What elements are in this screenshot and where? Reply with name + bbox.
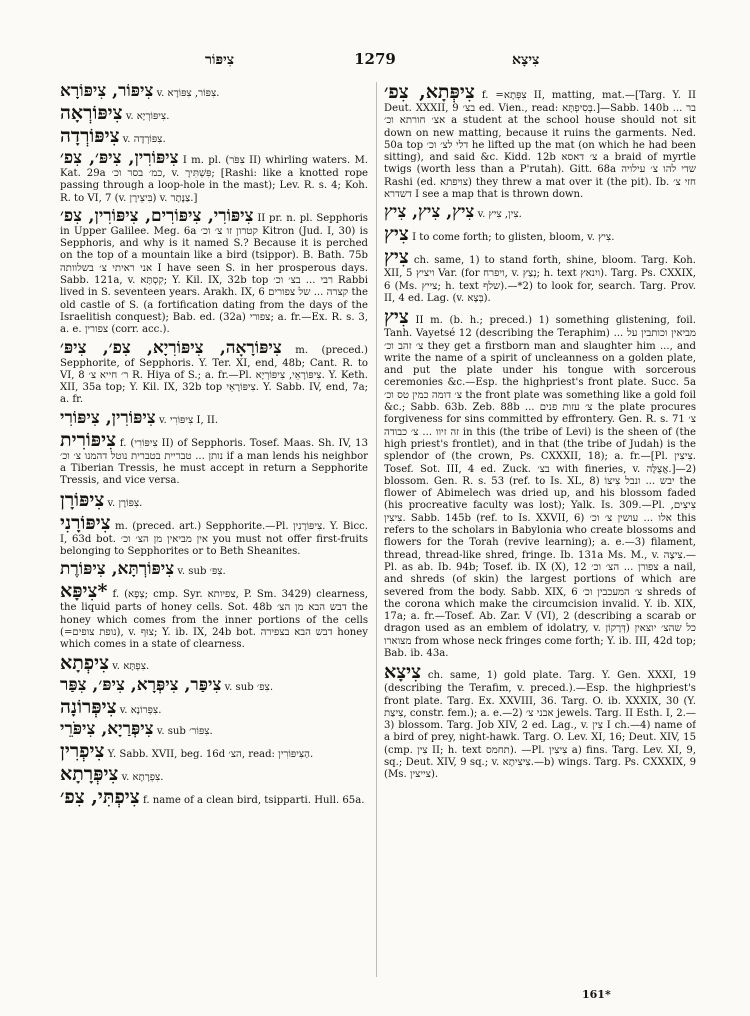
dictionary-entry — [60, 764, 368, 785]
entry-definition: f. =צִפְּתָא II, matting, mat.—[Targ. Y. II Deut. XXXII, 9 בצ׳ ed. Vien., read: בְּסִיפְתָּא.]—Sabb. 140b בר ... אצ׳ חורתא וכ׳ a student at the school house should not sit down on new matting, because it ruins the garments. Ned. 50a top דלי לצ׳ וכ׳ he lifted up the mat (on which he had been sitting), and said &c. Kidd. 12b צ׳ דאסא a braid of myrtle twigs (worth less than a P'rutah). Gitt. 68a שדי להו צ׳ עילויה Rashi (ed. צויפתא) they threw a mat over it (the pit). Ib. חזי צ׳ דשדרא I see a map that is thrown down. — [384, 90, 696, 201]
entry-definition: Y. Sabb. XVII, beg. 16d הצ׳, read: הַצִּיפּוֹרִין. — [107, 749, 314, 761]
entry-headword: צִיץ — [384, 306, 409, 329]
entry-definition: II pr. n. pl. Sepphoris in Upper Galilee. Meg. 6a קטרון זו צ׳ וכ׳ Kitron (Jud. I, 30) is Sepphoris, and why is it named S.? Because it is perched on the top of a mountain like a bird (tsippor). B. Bath. 75b אני ראיתי צ׳ בשלוותה I have seen S. in her prosperous days. Sabb. 121a, v. קִסְתָּא; Y. Kil. IX, 32b top רבי ... בצ׳ וכ׳ Rabbi lived in S. seventeen years. Arakh. IX, 6 קצרה ... של צפורים the old castle of S. (a fortification dating from the days of the Israelitish conquest); Bab. ed. (32a) צפורי; a. fr.—Ex. R. s. 3, a. e. צפורין (corr. acc.). — [60, 212, 368, 336]
entry-headword: צִיפְּרוֹנָה — [60, 696, 117, 719]
entry-definition: m. (preced.) Sepphorite, of Sepphoris. Y. Ter. XI, end, 48b; Cant. R. to VI, 8 ר׳ חייא צ׳ R. Hiya of S.; a. fr.—Pl. צִיפּוֹרָאֵי, צִיפּוֹרְיָא. Y. Keth. XII, 35a top; Y. Kil. IX, 32b top צִיפּוֹרָאֵי. Y. Sabb. IV, end, 7a; a. fr. — [60, 344, 368, 406]
entry-definition: v. צִיפּוֹרִי I, II. — [158, 414, 219, 426]
entry-definition: m. (preced. art.) Sepphorite.—Pl. צִיפּוֹרָנִין. Y. Bicc. I, 63d bot. אין מביאין מן הצ׳ וכ׳ you must not offer first-fruits belonging to Sepphorites or to Beth Sheanites. — [60, 520, 368, 557]
entry-headword: צִיפּוֹרְאָה — [60, 102, 123, 124]
entry-headword: צִיפְתָא — [60, 652, 110, 675]
right-column — [384, 82, 696, 987]
entry-headword: צִיפּוֹרִית — [60, 428, 117, 451]
entry-headword: צִיפְּתָא, צִפ׳ — [384, 82, 475, 103]
dictionary-entry — [60, 82, 368, 101]
entry-definition: v. sub צִפ׳. — [224, 682, 274, 694]
entry-definition: v. sub צִפּ׳. — [177, 566, 226, 578]
dictionary-entry — [60, 513, 368, 559]
dictionary-entry — [60, 103, 368, 124]
dictionary-entry — [60, 560, 368, 579]
dictionary-entry — [60, 720, 368, 739]
dictionary-entry — [60, 653, 368, 674]
entry-headword: צִיפְּרָתָא — [60, 763, 119, 786]
entry-definition: v. צִפּוֹרְדָה. — [122, 134, 166, 145]
entry-definition: ch. same, 1) gold plate. Targ. Y. Gen. XXXI, 19 (describing the Terafim, v. preced.).—Esp. the highpriest's front plate. Targ. Ex. XXVIII, 36. Targ. O. ib. XXXIX, 30 (Y. צִיצַת, constr. fem.); a. e.—2) אבני צ׳ jewels. Targ. II Esth. I, 2.—3) blossom. Targ. Job XIV, 2 ed. Lag., v. צִין I ch.—4) name of a bird of prey, night-hawk. Targ. O. Lev. XI, 16; Deut. XIV, 15 (cmp. צִין II; h. text תחמס). —Pl. צִיצִין a) fins. Targ. Lev. XI, 9, sq.; Deut. XIV, 9 sq.; v. צִיצִיתָא.—b) wings. Targ. Ps. CXXXIX, 9 (Ms. צייצין). — [384, 670, 696, 781]
dictionary-entry — [384, 224, 696, 245]
entry-headword: צִיפּוֹרָנִי — [60, 511, 111, 534]
dictionary-entry — [60, 490, 368, 511]
entry-definition: I to come forth; to glisten, bloom, v. צִיץ. — [412, 232, 615, 244]
dictionary-entry — [60, 741, 368, 762]
entry-headword: צִיפַּר, צִיפְּרָא, צִיפּ׳, צִפַּר — [60, 675, 222, 696]
dictionary-entry — [60, 339, 368, 407]
dictionary-entry — [384, 247, 696, 305]
page-header — [0, 50, 750, 76]
dictionary-entry — [60, 676, 368, 695]
entry-headword: צִיצָא — [384, 661, 422, 684]
entry-definition: ch. same, 1) to stand forth, shine, bloom. Targ. Koh. XII, 5 ויציץ Var. (for ויפרח, v. נְצַץ; h. text ויִנאץ). Targ. Ps. CXXIX, 6 (Ms. צייץ; h. text שלף).—*2) to look for, search. Targ. Prov. II, 4 ed. Lag. (v. בְּצָא). — [384, 255, 696, 304]
entry-headword: צִיץ — [384, 246, 409, 269]
entry-definition: f. name of a clean bird, tsipparti. Hull. 65a. — [142, 795, 365, 807]
entry-definition: f. (צִיפּוֹרִי II) of Sepphoris. Tosef. Maas. Sh. IV, 13 נותן ... טבריית בטברית נוטל דהמנו צ׳ וכ׳ if a man lends his neighbor a Tiberian Tressis, he must accept in return a Sepphorite Tressis, and vice versa. — [60, 437, 368, 487]
dictionary-entry — [60, 581, 368, 651]
dictionary-entry — [60, 149, 368, 205]
dictionary-entry — [60, 697, 368, 718]
left-column — [60, 82, 368, 987]
entry-headword: צִיפְתִּי, צִפ׳ — [60, 786, 140, 809]
entry-definition: v. צִפְתָּא. — [112, 661, 150, 673]
dictionary-entry — [384, 82, 696, 201]
entry-headword: צִיפּוֹרִין, צִיפּ׳, צִפ׳ — [60, 148, 179, 168]
signature-mark: 161* — [582, 988, 611, 1001]
dictionary-entry — [384, 307, 696, 660]
dictionary-entry — [384, 203, 696, 222]
entry-headword: צִיפּוֹרִין, צִיפּוֹרִי — [60, 407, 156, 428]
entry-headword: צִיפְרִין — [60, 740, 105, 763]
entry-headword: צִיפְּרַיָא, צִיפֹּרֵי — [60, 719, 154, 740]
entry-definition: v. צִפְּרוֹנָא. — [119, 705, 162, 717]
dictionary-entry — [384, 662, 696, 781]
entry-definition: v. צִיפּוֹרְיָא. — [125, 111, 170, 122]
dictionary-entry — [60, 430, 368, 488]
right-running-head: צִיצָא — [512, 52, 540, 68]
entry-headword: צִיפּוֹרְדָה — [60, 125, 120, 147]
dictionary-entry — [60, 409, 368, 428]
entry-definition: v. צִפּוֹר, צִפּוֹרָא. — [156, 88, 220, 99]
entry-headword: צִיפּוֹרְתָּא, צִיפּוֹרֶת — [60, 559, 175, 580]
entry-definition: II m. (b. h.; preced.) 1) something glistening, foil. Tanh. Vayetsé 12 (describing the Teraphim) ... מביאין וכותבין על צ׳ זהב וכ׳ they get a firstborn man and slaughter him ..., and write the name of a spirit of uncleanness on a golden plate, and put the plate under his tongue with sorcerous ceremonies &c.—Esp. the highpriest's front plate. Succ. 5a צ׳ דומה כמין טס וכ׳ the front plate was something like a gold foil &c.; Sabb. 63b. Zeb. 88b ... צ׳ עזות פנים the plate procures forgiveness for sins committed by effrontery. Gen. R. s. 71 צ׳ זה זיוו ... צ׳ כבודה in this (the tribe of Levi) is the sheen of (the high priest's frontlet), and in that (the tribe of Judah) is the splendor of (the crown, Ps. CXXXII, 18); a. fr.—[Pl. צִיצִין. Tosef. Sot. III, 4 ed. Zuck. בצ׳ with fineries, v. אֲצֻלָּה.]—2) blossom. Gen. R. s. 53 (ref. to Is. XL, 8) יבש ... ונבל צִיצוֹ the flower of Abimelech was dried up, and his blossom faded (his procreative faculty was lost); Yalk. Is. 309.—Pl. צִיצִים, צִיצִין. Sabb. 145b (ref. to Is. XXVII, 6) אלו ... עושין צ׳ וכ׳ this refers to the scholars in Babylonia who create blossoms and flowers for the Torah (revive learning); a. e.—3) filament, thread, thread-like shred, fringe. Ib. 131a Ms. M., v. צִיצָה.—Pl. as ab. Ib. 94b; Tosef. ib. IX (X), 12 צפורן ... הצ׳ וכ׳ a nail, and shreds (of skin) the largest portions of which are severed from the body. Sabb. XIX, 6 צ׳ המעכבין וכ׳ shreds of the corona which make the circumcision invalid. Y. ib. XIX, 17a; a. fr.—Tosef. Ab. Zar. V (VI), 2 (describing a scarab or dragon used as an emblem of idolatry, v. דְּרָקוֹן) כל שהצ׳ יוצאין מצוארו from whose neck fringes come forth; Y. ib. III, 42d top; Bab. ib. 43a. — [384, 315, 696, 659]
entry-headword: *צִיפָּא — [60, 580, 108, 603]
dictionary-entry — [60, 207, 368, 337]
entry-headword: צִיץ — [384, 223, 409, 246]
column-divider — [376, 82, 377, 977]
dictionary-entry — [60, 787, 368, 808]
entry-definition: v. צִפְרָתָא. — [121, 772, 164, 784]
page-number: 1279 — [354, 50, 396, 68]
entry-headword: צִיפּוֹרִי, צִיפּוֹרִים, צִיפּוֹרִין, צִפ׳ — [60, 205, 254, 226]
entry-definition: v. sub צִפּוֹר׳. — [156, 726, 213, 738]
left-running-head: צִיפּוֹר — [205, 52, 235, 68]
dictionary-entry — [60, 126, 368, 147]
entry-headword: צִיפּוֹר, צִיפּוֹרָא — [60, 82, 154, 101]
entry-definition: v. צִפּוֹרֶן. — [107, 497, 143, 509]
entry-headword: צִיפּוֹרָן — [60, 488, 105, 511]
entry-definition: v. צִין, צִיץ. — [477, 209, 522, 221]
entry-headword: צִיץ, צִיץ, צִיץ — [384, 202, 475, 223]
entry-definition: I m. pl. (צִפֹּר II) whirling waters. M. Kat. 29a כמ׳ בסר וכ׳, v. פִּשְׁתִּירָ; [Rashi: like a knotted rope passing through a loop-hole in the mast); Lev. R. s. 4; Koh. R. to VI, 7 (v. בִּיצֵירָן) v. צַנֶּתָר.] — [60, 155, 368, 204]
entry-headword: צִיפּוֹרָאָה, צִיפּוֹרִיָא, צִפ׳, צִיפּ׳ — [60, 337, 282, 358]
entry-definition: f. (צְפָא; cmp. Syr. צפיותא, P. Sm. 3429) clearness, the liquid parts of honey cells. Sot. 48b דבש הבא מן הצ׳ the honey which comes from the inner portions of the cells (=נופת צופים), v. צוּף; Y. ib. IX, 24b bot. דבש הבא בצפירה honey which comes in a state of clearness. — [60, 589, 368, 651]
